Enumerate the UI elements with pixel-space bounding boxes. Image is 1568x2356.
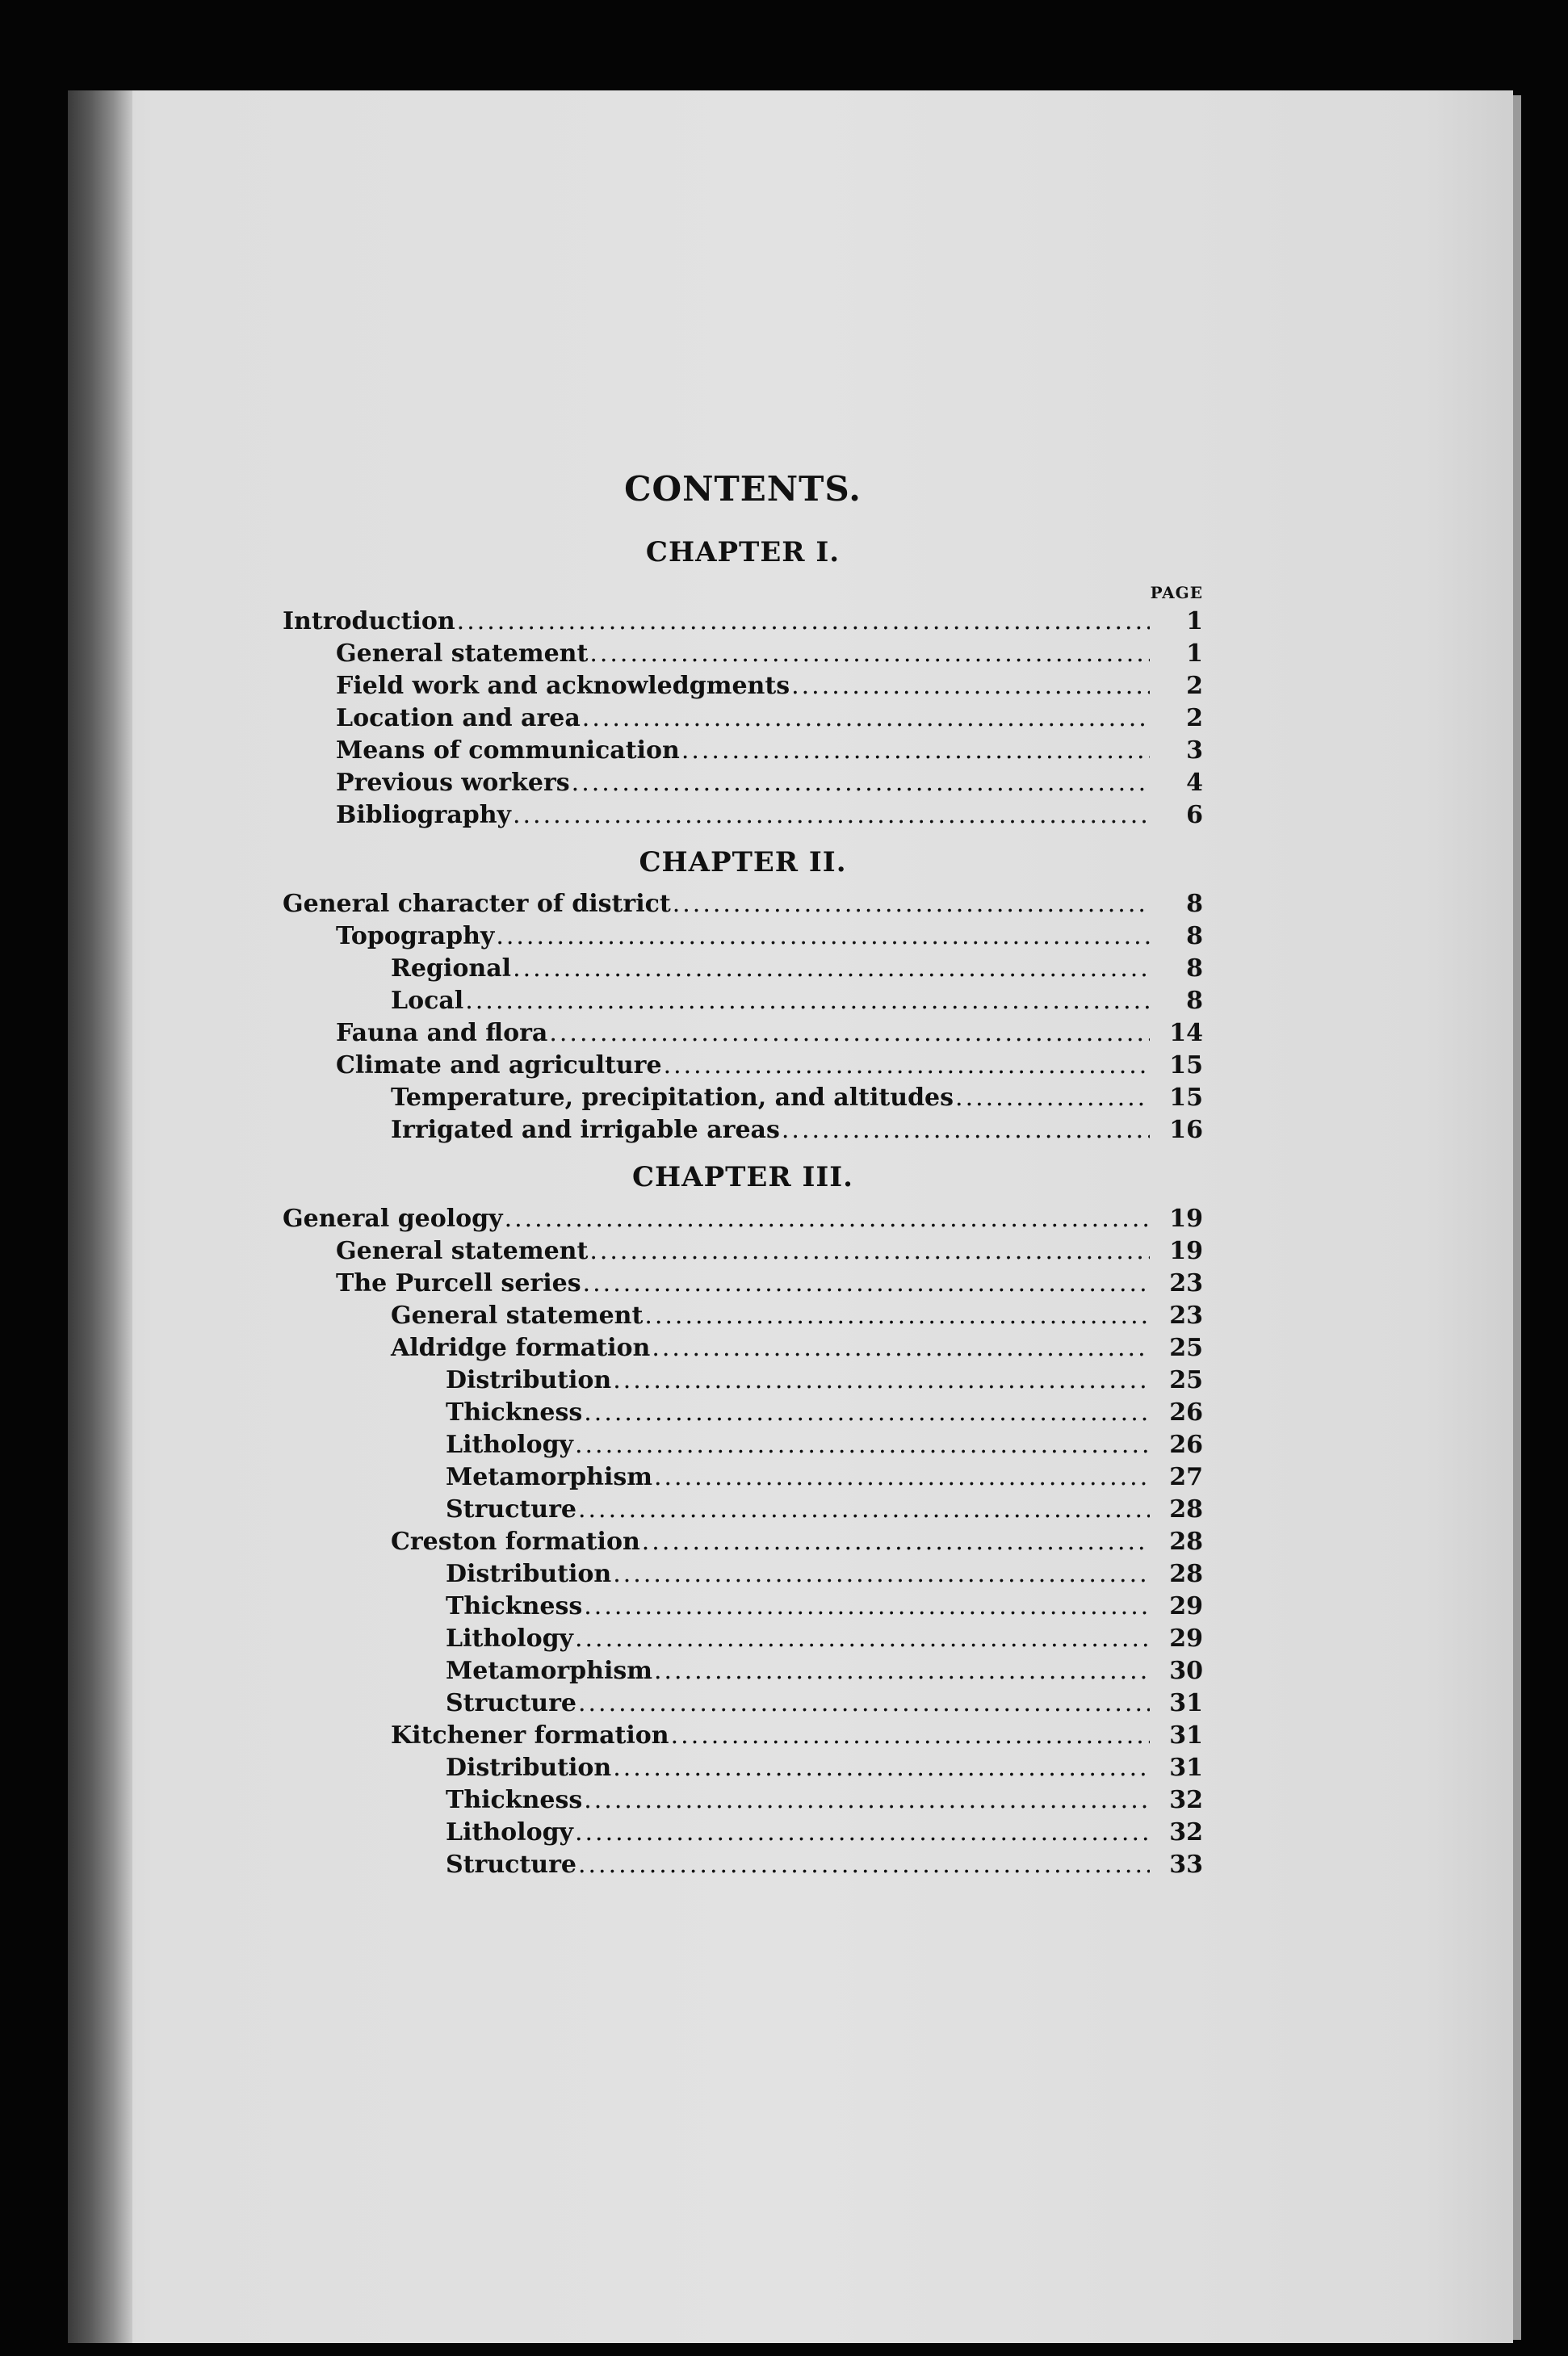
- toc-entry: [283, 1114, 1203, 1147]
- toc-entry: [283, 1623, 1203, 1655]
- dot-leader: [782, 1114, 1150, 1147]
- toc-entry: [283, 767, 1203, 799]
- table-of-contents: [283, 468, 1203, 1894]
- dot-leader: [644, 1300, 1150, 1332]
- toc-page-number: 32: [1169, 1818, 1203, 1847]
- toc-entry-label: Fauna and flora: [336, 1019, 548, 1047]
- toc-entry: [283, 1687, 1203, 1720]
- toc-page-number: 15: [1169, 1084, 1203, 1112]
- toc-entry-label: Structure: [446, 1851, 576, 1879]
- dot-leader: [664, 1050, 1150, 1082]
- toc-entry-label: Metamorphism: [446, 1657, 652, 1685]
- toc-entry-label: The Purcell series: [336, 1269, 581, 1297]
- toc-entry: [283, 1332, 1203, 1365]
- toc-page-number: 31: [1169, 1721, 1203, 1750]
- toc-entry-label: Temperature, precipitation, and altitudes: [391, 1084, 954, 1112]
- dot-leader: [496, 920, 1150, 953]
- page-edge: [1513, 95, 1521, 2340]
- toc-entry-label: General character of district: [283, 890, 671, 918]
- dot-leader: [654, 1461, 1150, 1494]
- dot-leader: [671, 1720, 1150, 1752]
- dot-leader: [654, 1655, 1150, 1687]
- toc-entry-label: Structure: [446, 1495, 576, 1524]
- toc-page-number: 29: [1169, 1624, 1203, 1653]
- toc-page-number: 19: [1169, 1205, 1203, 1233]
- toc-entry: [283, 1461, 1203, 1494]
- toc-page-number: 25: [1169, 1334, 1203, 1362]
- dot-leader: [578, 1849, 1150, 1881]
- toc-page-number: 28: [1169, 1560, 1203, 1588]
- toc-entry: [283, 1784, 1203, 1817]
- toc-page-number: 1: [1186, 639, 1203, 668]
- toc-entry-label: Distribution: [446, 1560, 612, 1588]
- toc-entry: [283, 1429, 1203, 1461]
- dot-leader: [673, 888, 1150, 920]
- chapter-heading: CHAPTER I.: [645, 536, 841, 568]
- toc-page-number: 23: [1169, 1269, 1203, 1297]
- toc-entry-label: Kitchener formation: [391, 1721, 669, 1750]
- toc-entry: [283, 1752, 1203, 1784]
- dot-leader: [505, 1203, 1150, 1235]
- dot-leader: [575, 1817, 1150, 1849]
- toc-entry: [283, 1017, 1203, 1050]
- toc-entry: [283, 702, 1203, 735]
- toc-page-number: 30: [1169, 1657, 1203, 1685]
- toc-entry-label: General statement: [391, 1302, 644, 1330]
- toc-entry-label: Distribution: [446, 1366, 612, 1394]
- toc-entry: [283, 920, 1203, 953]
- toc-entry-label: Topography: [336, 922, 495, 950]
- toc-entry-label: Local: [391, 987, 464, 1015]
- dot-leader: [572, 767, 1150, 799]
- toc-entry-label: Aldridge formation: [391, 1334, 651, 1362]
- toc-entry: [283, 1494, 1203, 1526]
- dot-leader: [613, 1365, 1150, 1397]
- dot-leader: [681, 735, 1150, 767]
- toc-page-number: 28: [1169, 1528, 1203, 1556]
- dot-leader: [513, 799, 1150, 832]
- toc-entry-label: Irrigated and irrigable areas: [391, 1116, 780, 1144]
- toc-page-number: 19: [1169, 1237, 1203, 1265]
- toc-page-number: 14: [1169, 1019, 1203, 1047]
- toc-entry-label: Structure: [446, 1689, 576, 1717]
- toc-entry: [283, 1050, 1203, 1082]
- chapter-block: [283, 535, 1203, 832]
- toc-entry: [283, 1655, 1203, 1687]
- toc-entry: [283, 1268, 1203, 1300]
- dot-leader: [642, 1526, 1150, 1558]
- dot-leader: [583, 1268, 1150, 1300]
- toc-entry-label: Thickness: [446, 1592, 583, 1620]
- toc-page-number: 26: [1169, 1431, 1203, 1459]
- toc-page-number: 23: [1169, 1302, 1203, 1330]
- dot-leader: [457, 606, 1150, 638]
- toc-page-number: 15: [1169, 1051, 1203, 1079]
- toc-entry-label: Bibliography: [336, 801, 511, 829]
- toc-entry-label: Introduction: [283, 607, 455, 635]
- dot-leader: [578, 1494, 1150, 1526]
- toc-page-number: 8: [1186, 954, 1203, 983]
- dot-leader: [575, 1429, 1150, 1461]
- dot-leader: [955, 1082, 1150, 1114]
- toc-page-number: 16: [1169, 1116, 1203, 1144]
- toc-page-number: 3: [1186, 736, 1203, 765]
- toc-page-number: 31: [1169, 1689, 1203, 1717]
- toc-entry-label: Lithology: [446, 1624, 573, 1653]
- toc-entry: [283, 606, 1203, 638]
- chapter-heading: CHAPTER III.: [632, 1161, 853, 1193]
- toc-page-number: 29: [1169, 1592, 1203, 1620]
- toc-entry-label: Thickness: [446, 1786, 583, 1814]
- toc-entry-label: Field work and acknowledgments: [336, 672, 790, 700]
- toc-entry: [283, 1591, 1203, 1623]
- toc-entry-label: Metamorphism: [446, 1463, 652, 1491]
- chapter-spacer: [283, 880, 1203, 888]
- toc-page-number: 4: [1186, 769, 1203, 797]
- chapter-block: [283, 1159, 1203, 1881]
- toc-entry: [283, 670, 1203, 702]
- toc-entry-label: Means of communication: [336, 736, 680, 765]
- dot-leader: [613, 1558, 1150, 1591]
- toc-entry: [283, 1720, 1203, 1752]
- toc-page-number: 1: [1186, 607, 1203, 635]
- binding-gutter-shadow: [68, 90, 132, 2343]
- toc-entry-label: Thickness: [446, 1398, 583, 1427]
- toc-entry-label: Lithology: [446, 1431, 573, 1459]
- toc-page-number: 27: [1169, 1463, 1203, 1491]
- toc-entry-label: Previous workers: [336, 769, 570, 797]
- toc-entry: [283, 1082, 1203, 1114]
- toc-entry-label: Creston formation: [391, 1528, 640, 1556]
- dot-leader: [584, 1591, 1150, 1623]
- page-column-label: PAGE: [1150, 583, 1203, 602]
- dot-leader: [791, 670, 1150, 702]
- toc-entry: [283, 953, 1203, 985]
- toc-page-number: 6: [1186, 801, 1203, 829]
- toc-entry: [283, 1558, 1203, 1591]
- dot-leader: [582, 702, 1150, 735]
- toc-entry: [283, 1365, 1203, 1397]
- toc-entry: [283, 638, 1203, 670]
- toc-entry: [283, 888, 1203, 920]
- dot-leader: [513, 953, 1150, 985]
- toc-entry: [283, 1203, 1203, 1235]
- dot-leader: [578, 1687, 1150, 1720]
- toc-entry-label: Location and area: [336, 704, 581, 732]
- chapter-list: [283, 535, 1203, 1881]
- toc-entry: [283, 985, 1203, 1017]
- dot-leader: [589, 638, 1150, 670]
- dot-leader: [549, 1017, 1150, 1050]
- toc-entry-label: General statement: [336, 1237, 589, 1265]
- dot-leader: [613, 1752, 1150, 1784]
- toc-entry: [283, 1300, 1203, 1332]
- toc-entry-label: Distribution: [446, 1754, 612, 1782]
- toc-entry: [283, 1817, 1203, 1849]
- toc-entry: [283, 1235, 1203, 1268]
- chapter-heading: CHAPTER II.: [639, 846, 847, 878]
- toc-entry: [283, 1849, 1203, 1881]
- toc-page-number: 32: [1169, 1786, 1203, 1814]
- toc-page-number: 31: [1169, 1754, 1203, 1782]
- toc-page-number: 25: [1169, 1366, 1203, 1394]
- toc-entry-label: General statement: [336, 639, 589, 668]
- dot-leader: [652, 1332, 1150, 1365]
- toc-entry-label: General geology: [283, 1205, 503, 1233]
- toc-entry: [283, 735, 1203, 767]
- contents-title: CONTENTS.: [624, 469, 862, 509]
- dot-leader: [584, 1397, 1150, 1429]
- toc-page-number: 2: [1186, 704, 1203, 732]
- toc-entry-label: Lithology: [446, 1818, 573, 1847]
- toc-entry: [283, 799, 1203, 832]
- toc-entry-label: Regional: [391, 954, 512, 983]
- toc-entry-label: Climate and agriculture: [336, 1051, 662, 1079]
- dot-leader: [584, 1784, 1150, 1817]
- toc-page-number: 2: [1186, 672, 1203, 700]
- toc-page-number: 8: [1186, 890, 1203, 918]
- toc-page-number: 26: [1169, 1398, 1203, 1427]
- chapter-block: [283, 845, 1203, 1147]
- toc-entry: [283, 1526, 1203, 1558]
- toc-page-number: 33: [1169, 1851, 1203, 1879]
- chapter-spacer: [283, 1195, 1203, 1203]
- toc-entry: [283, 1397, 1203, 1429]
- toc-page-number: 8: [1186, 987, 1203, 1015]
- toc-page-number: 8: [1186, 922, 1203, 950]
- dot-leader: [465, 985, 1150, 1017]
- dot-leader: [589, 1235, 1150, 1268]
- toc-page-number: 28: [1169, 1495, 1203, 1524]
- dot-leader: [575, 1623, 1150, 1655]
